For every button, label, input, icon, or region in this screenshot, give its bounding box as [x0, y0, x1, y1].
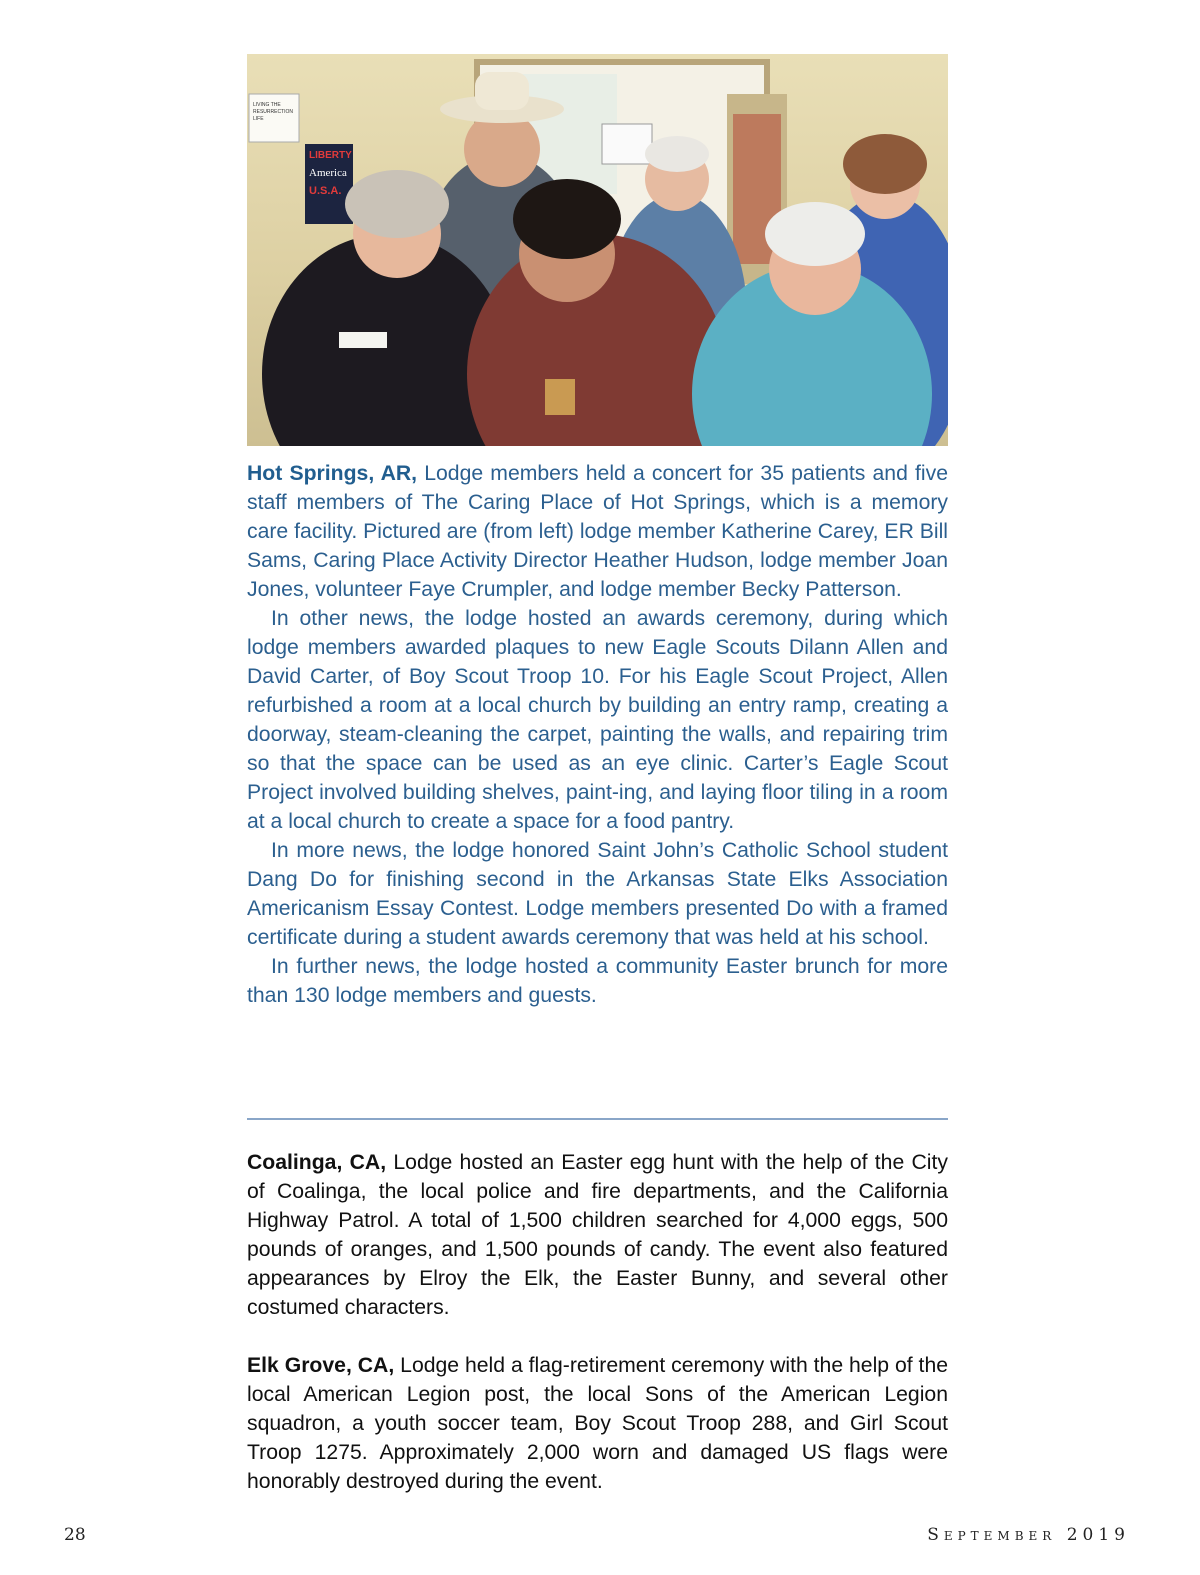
- small-poster-line-3: LIFE: [253, 116, 264, 122]
- article-paragraph: [247, 1351, 948, 1496]
- poster-line-1: LIBERTY: [309, 150, 352, 161]
- article-elk-grove: [247, 1351, 948, 1496]
- article-lead: Elk Grove, CA,: [247, 1354, 395, 1377]
- article-paragraph: [247, 459, 948, 604]
- cowboy-hat-crown: [475, 72, 529, 110]
- article-paragraph: In further news, the lodge hosted a community Easter brunch for more than 130 lodge members and guests.: [247, 955, 948, 1007]
- article-body: Lodge hosted an Easter egg hunt with the help of the City of Coalinga, the local police and fire departments, and the California Highway Patrol. A total of 1,500 children searched for 4,000 eggs, 500 pounds of oranges, and 1,500 pounds of candy. The event also featured appearances by Elroy the Elk, the Easter Bunny, and several other costumed characters.: [247, 1151, 948, 1319]
- notice-paper: [602, 124, 652, 164]
- wood-badge: [545, 379, 575, 415]
- issue-date: September 2019: [927, 1525, 1130, 1545]
- article-body: Lodge held a flag-retirement ceremony with the help of the local American Legion post, the local Sons of the American Legion squadron, a youth soccer team, Boy Scout Troop 288, and Girl Scout Troop 1275. Approximately 2,000 worn and damaged US flags were honorably destroyed during the event.: [247, 1354, 949, 1493]
- article-body: Lodge members held a concert for 35 patients and five staff members of The Caring Place of Hot Springs, which is a memory care facility. Pictured are (from left) lodge member Katherine Carey, ER Bill Sams, Caring Place Activity Director Heather Hudson, lodge member Joan Jones, volunteer Faye Crumpler, and lodge member Becky Patterson.: [247, 462, 949, 601]
- page-number: 28: [64, 1525, 86, 1545]
- small-poster-line-1: LIVING THE: [253, 102, 281, 108]
- article-paragraph: In more news, the lodge honored Saint John’s Catholic School student Dang Do for finishing second in the Arkansas State Elks Association Americanism Essay Contest. Lodge members presented Do with a framed certificate during a student awards ceremony that was held at his school.: [247, 839, 948, 949]
- person-woman-left-hair: [345, 170, 449, 238]
- person-woman-maroon-hair: [513, 179, 621, 259]
- article-coalinga: [247, 1148, 948, 1322]
- article-hot-springs: [247, 459, 948, 1010]
- article-paragraph: In other news, the lodge hosted an awards ceremony, during which lodge members awarded plaques to new Eagle Scouts Dilann Allen and David Carter, of Boy Scout Troop 10. For his Eagle Scout Project, Allen refurbished a room at a local church by building an entry ramp, creating a doorway, steam-cleaning the carpet, painting the walls, and repairing trim so that the space can be used as an eye clinic. Carter’s Eagle Scout Project involved building shelves, paint-ing, and laying floor tiling in a room at a local church to create a space for a food pantry.: [247, 607, 948, 833]
- poster-line-3: U.S.A.: [309, 185, 342, 197]
- person-woman-right-hair: [843, 134, 927, 194]
- section-divider: [247, 1118, 948, 1120]
- poster-line-2: America: [309, 167, 347, 179]
- group-photo-illustration: [247, 54, 948, 446]
- small-poster-line-2: RESURRECTION: [253, 109, 294, 115]
- article-paragraph: [247, 1148, 948, 1322]
- article-lead: Coalinga, CA,: [247, 1151, 387, 1174]
- person-woman-center-hair: [645, 136, 709, 172]
- group-photo: [247, 54, 948, 446]
- person-woman-glasses-hair: [765, 202, 865, 266]
- name-badge: [339, 332, 387, 348]
- article-lead: Hot Springs, AR,: [247, 462, 418, 485]
